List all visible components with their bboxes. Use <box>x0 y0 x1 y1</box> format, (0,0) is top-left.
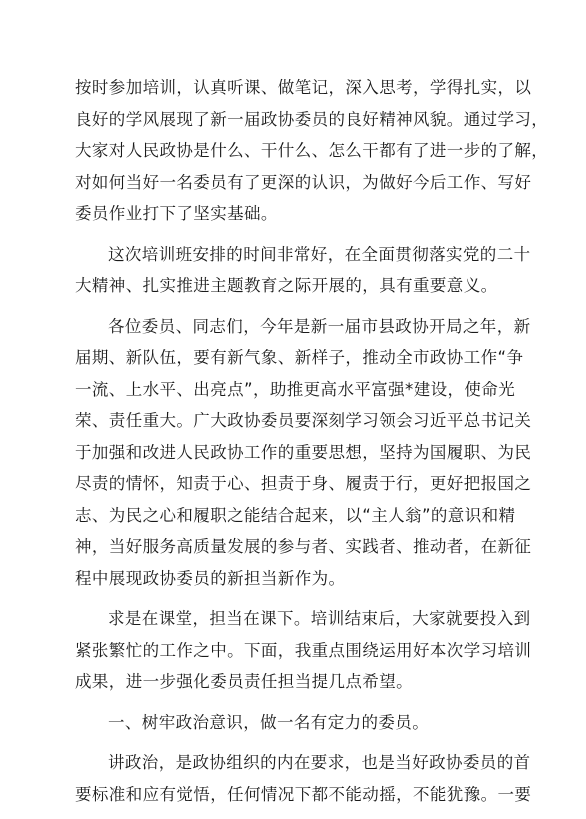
paragraph <box>75 239 531 302</box>
paragraph-line: 良好的学风展现了新一届政协委员的良好精神风貌。通过学习， <box>75 109 549 129</box>
paragraph-line: 志、为民之心和履职之能结合起来，以“主人翁”的意识和精 <box>75 505 516 525</box>
paragraph-line: 大家对人民政协是什么、干什么、怎么干都有了进一步的了解， <box>75 141 549 160</box>
paragraph <box>75 72 549 230</box>
paragraph-line: 神，当好服务高质量发展的参与者、实践者、推动者，在新征 <box>75 537 532 556</box>
paragraph-line: 对如何当好一名委员有了更深的认识，为做好今后工作、写好 <box>75 172 532 192</box>
paragraph-line: 于加强和改进人民政协工作的重要思想，坚持为国履职、为民 <box>75 442 532 462</box>
document-body <box>75 72 549 819</box>
paragraph-line: 程中展现政协委员的新担当新作为。 <box>75 568 346 588</box>
paragraph-line: 尽责的情怀，知责于心、担责于身、履责于行，更好把报国之 <box>75 474 532 493</box>
paragraph-line: 紧张繁忙的工作之中。下面，我重点围绕运用好本次学习培训 <box>75 640 532 660</box>
paragraph-line: 一流、上水平、出亮点”，助推更高水平富强*建设，使命光 <box>75 379 516 399</box>
paragraph-line: 届期、新队伍，要有新气象、新样子，推动全市政协工作“争 <box>75 348 524 367</box>
paragraph-line: 各位委员、同志们，今年是新一届市县政协开局之年，新 <box>108 316 531 336</box>
paragraph <box>75 603 532 698</box>
paragraph-line: 按时参加培训，认真听课、做笔记，深入思考，学得扎实，以 <box>75 78 532 97</box>
paragraph-line: 大精神、扎实推进主题教育之际开展的，具有重要意义。 <box>75 276 498 295</box>
paragraph-line: 成果，进一步强化委员责任担当提几点希望。 <box>75 672 413 691</box>
paragraph-line: 要标准和应有觉悟，任何情况下都不能动摇，不能犹豫。一要 <box>75 784 532 804</box>
paragraph-line: 这次培训班安排的时间非常好，在全面贯彻落实党的二十 <box>108 244 531 264</box>
paragraph <box>75 707 515 739</box>
paragraph-line: 委员作业打下了坚实基础。 <box>75 204 278 223</box>
paragraph-line: 讲政治，是政协组织的内在要求，也是当好政协委员的首 <box>108 753 531 772</box>
paragraph <box>75 311 532 595</box>
paragraph-line: 求是在课堂，担当在课下。培训结束后，大家就要投入到 <box>108 609 531 628</box>
paragraph <box>75 747 532 810</box>
paragraph-line: 一、树牢政治意识，做一名有定力的委员。 <box>108 712 430 732</box>
paragraph-line: 荣、责任重大。广大政协委员要深刻学习领会习近平总书记关 <box>75 411 532 430</box>
